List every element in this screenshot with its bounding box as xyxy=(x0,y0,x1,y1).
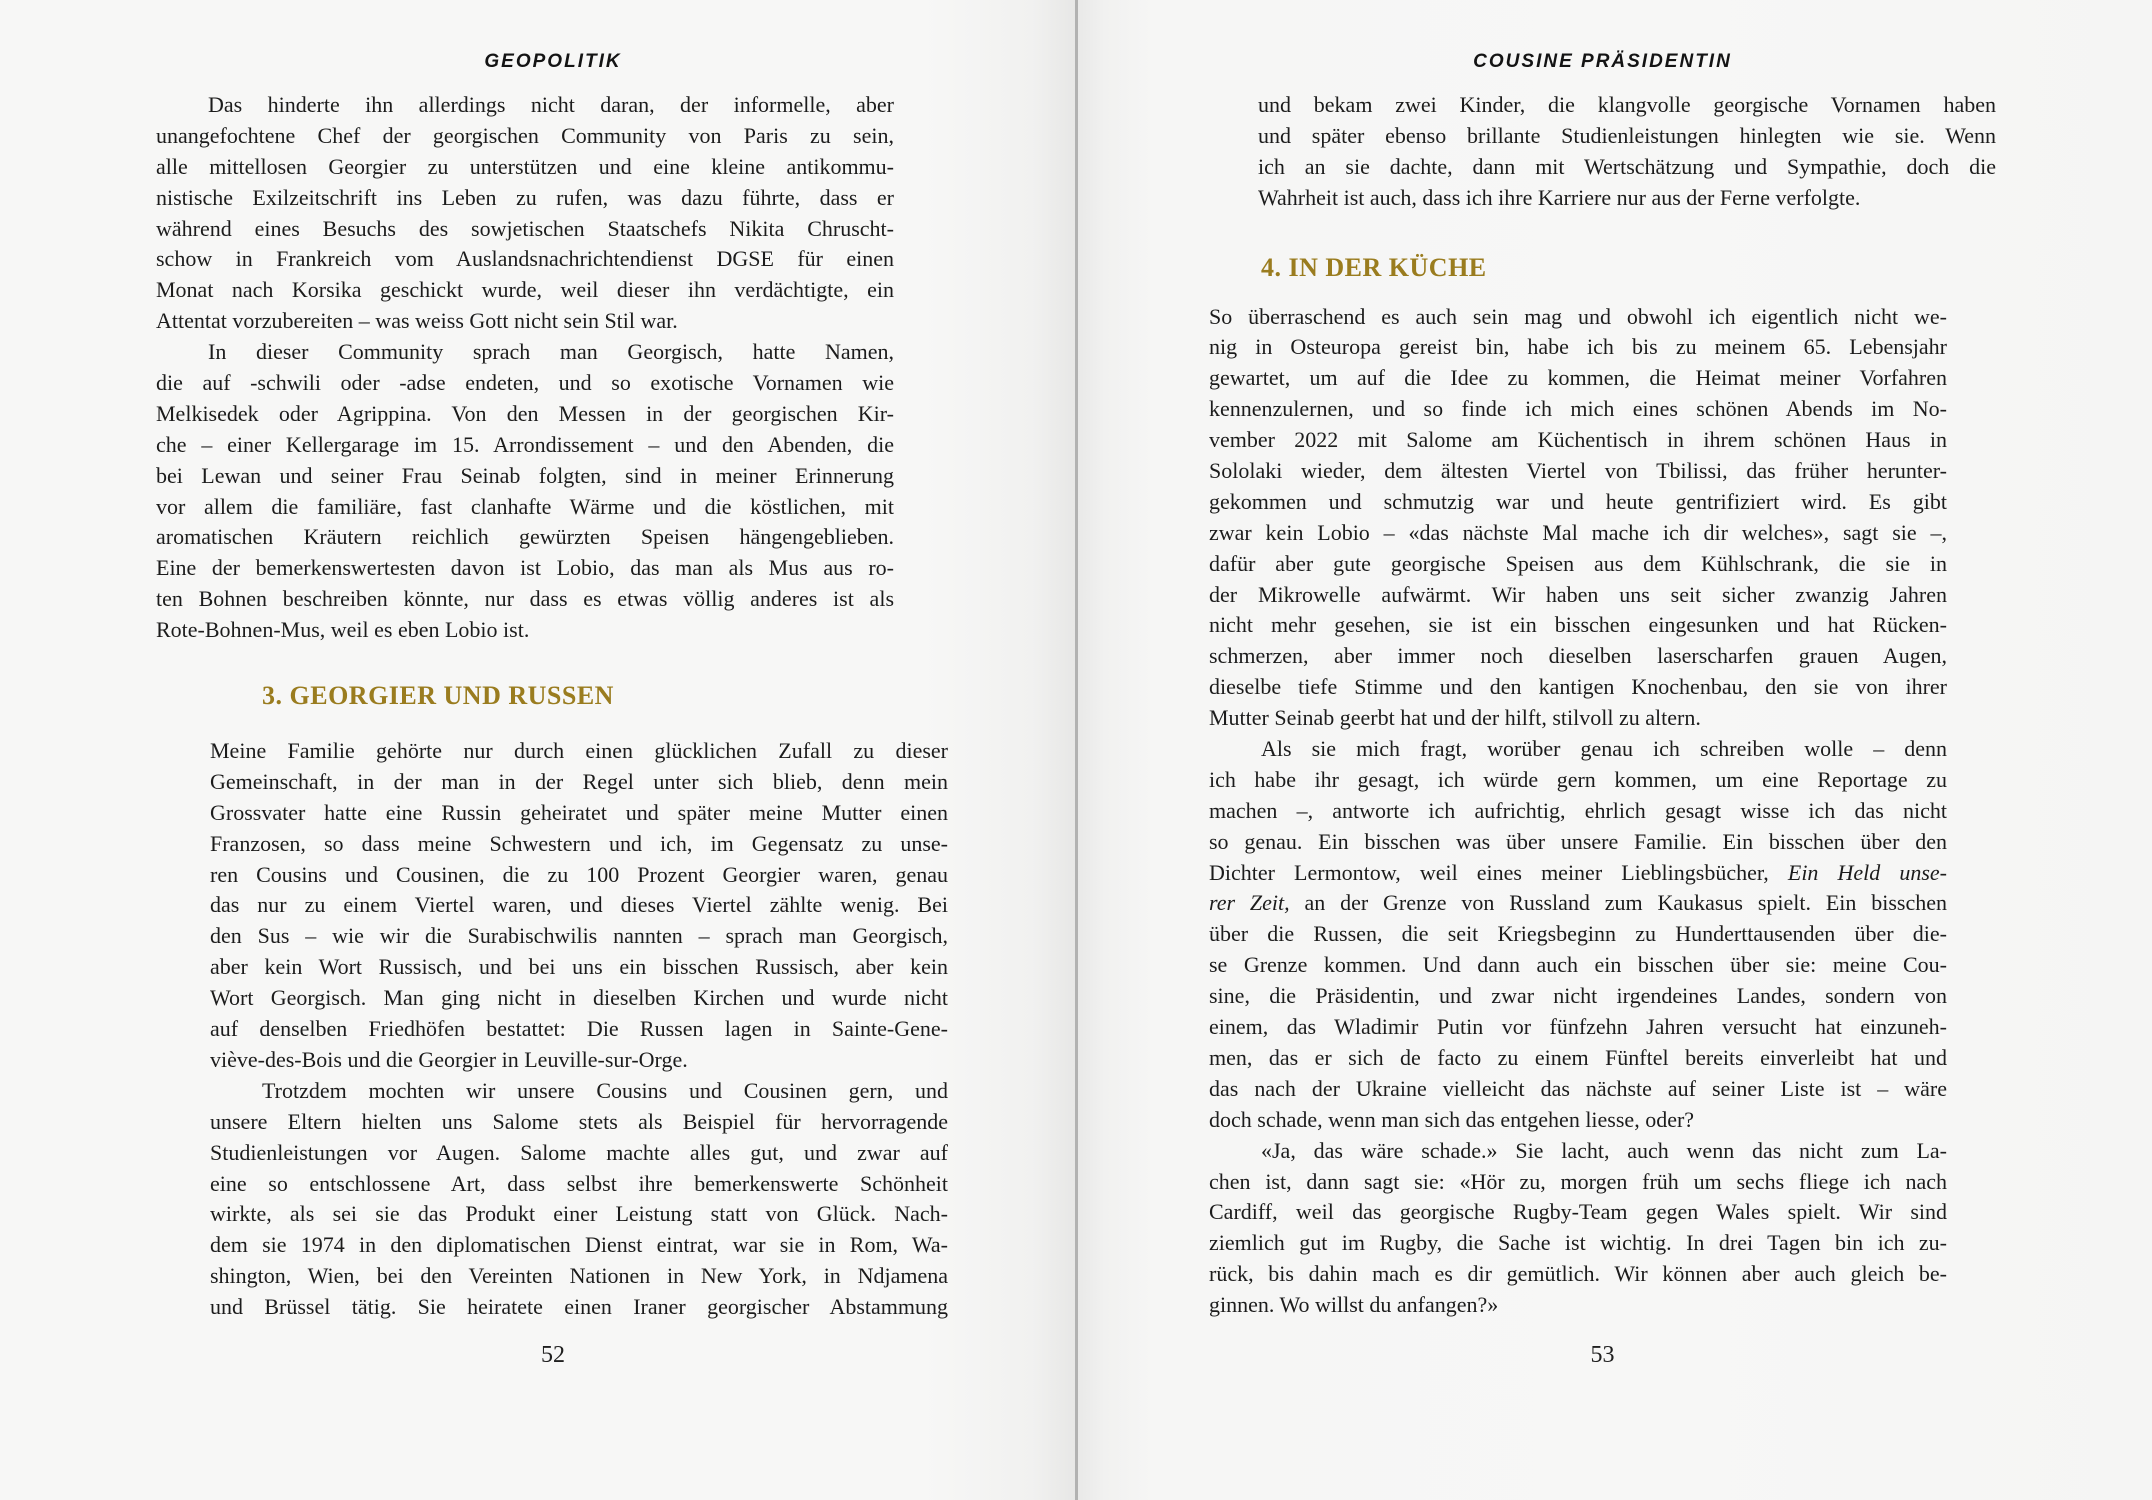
paragraph xyxy=(156,337,894,646)
text-line: der Mikrowelle aufwärmt. Wir haben uns seit sicher zwanzig Jahren xyxy=(1209,581,1947,607)
page-number-left: 52 xyxy=(541,1342,565,1368)
text-line: dem sie 1974 in den diplomatischen Dienst eintrat, war sie in Rom, Wa- xyxy=(210,1232,948,1258)
section2-continuation-block xyxy=(156,90,894,646)
running-head-right: COUSINE PRÄSIDENTIN xyxy=(1473,51,1732,72)
text-line: ich habe ihr gesagt, ich würde gern kommen, um eine Reportage zu xyxy=(1209,766,1947,792)
text-line: Dichter Lermontow, weil eines meiner Lieblingsbücher, Ein Held unse- xyxy=(1209,859,1947,885)
paragraph xyxy=(1209,1136,1947,1321)
text-line: und bekam zwei Kinder, die klangvolle georgische Vornamen haben xyxy=(1258,92,1996,117)
text-line: unsere Eltern hielten uns Salome stets als Beispiel für hervorragende xyxy=(210,1108,948,1134)
section-heading-3: 3. GEORGIER UND RUSSEN xyxy=(262,681,614,711)
text-line: Franzosen, so dass meine Schwestern und ich, im Gegensatz zu unse- xyxy=(210,830,948,856)
text-line: machen –, antworte ich aufrichtig, ehrlich gesagt wisse ich das nicht xyxy=(1209,797,1947,823)
text-line: Wort Georgisch. Man ging nicht in dieselben Kirchen und wurde nicht xyxy=(210,985,948,1011)
text-line: ginnen. Wo willst du anfangen?» xyxy=(1209,1292,1499,1318)
text-line: aromatischen Kräutern reichlich gewürzten Speisen hängengeblieben. xyxy=(156,524,894,550)
text-line: dieselbe tiefe Stimme und den kantigen Knochenbau, den sie von ihrer xyxy=(1209,674,1947,700)
text-line: rück, bis dahin mach es dir gemütlich. Wir können aber auch gleich be- xyxy=(1209,1261,1947,1287)
text-line: Trotzdem mochten wir unsere Cousins und Cousinen gern, und xyxy=(262,1077,948,1103)
text-line: schow in Frankreich vom Auslandsnachrichtendienst DGSE für einen xyxy=(156,246,894,272)
text-line: über die Russen, die seit Kriegsbeginn zu Hunderttausenden über die- xyxy=(1209,921,1947,947)
text-line: Grossvater hatte eine Russin geheiratet und später meine Mutter einen xyxy=(210,799,948,825)
section3-paragraphs xyxy=(210,736,948,1323)
text-line: Als sie mich fragt, worüber genau ich schreiben wolle – denn xyxy=(1261,736,1947,762)
text-column-right xyxy=(1209,90,1996,1321)
text-line: eine so entschlossene Art, dass selbst ihre bemerkenswerte Schönheit xyxy=(210,1170,948,1196)
text-line: nistische Exilzeitschrift ins Leben zu rufen, was dazu führte, dass er xyxy=(156,184,894,210)
text-line: gewartet, um auf die Idee zu kommen, die Heimat meiner Vorfahren xyxy=(1209,365,1947,391)
section4-block xyxy=(1209,252,1947,1321)
paragraph xyxy=(1209,734,1947,1136)
text-line: In dieser Community sprach man Georgisch, hatte Namen, xyxy=(208,339,894,365)
paragraph xyxy=(210,1076,948,1323)
text-line: den Sus – wie wir die Surabischwilis nannten – sprach man Georgisch, xyxy=(210,923,948,949)
text-line: kennenzulernen, und so finde ich mich eines schönen Abends im No- xyxy=(1209,396,1947,422)
text-line: So überraschend es auch sein mag und obwohl ich eigentlich nicht we- xyxy=(1209,303,1947,329)
text-line: vember 2022 mit Salome am Küchentisch in ihrem schönen Haus in xyxy=(1209,427,1947,453)
text-line: nig in Osteuropa gereist bin, habe ich bis zu meinem 65. Lebensjahr xyxy=(1209,334,1947,360)
text-line: und Brüssel tätig. Sie heiratete einen Iraner georgischer Abstammung xyxy=(210,1294,948,1320)
text-line: während eines Besuchs des sowjetischen Staatschefs Nikita Chruscht- xyxy=(156,215,894,241)
text-line: «Ja, das wäre schade.» Sie lacht, auch wenn das nicht zum La- xyxy=(1261,1137,1947,1163)
section3-continuation-block xyxy=(1258,90,1996,214)
text-line: unangefochtene Chef der georgischen Community von Paris zu sein, xyxy=(156,122,894,148)
text-line: ich an sie dachte, dann mit Wertschätzung und Sympathie, doch die xyxy=(1258,153,1996,179)
text-line: die auf -schwili oder -adse endeten, und so exotische Vornamen wie xyxy=(156,370,894,396)
text-line: chen ist, dann sagt sie: «Hör zu, morgen früh um sechs fliege ich nach xyxy=(1209,1168,1947,1194)
text-line: so genau. Ein bisschen was über unsere Familie. Ein bisschen über den xyxy=(1209,828,1947,854)
text-line: doch schade, wenn man sich das entgehen liesse, oder? xyxy=(1209,1106,1695,1132)
text-line: dafür aber gute georgische Speisen aus dem Kühlschrank, die sie in xyxy=(1209,550,1947,576)
text-line: Sololaki wieder, dem ältesten Viertel von Tbilissi, das früher herunter- xyxy=(1209,458,1947,484)
text-line: Gemeinschaft, in der man in der Regel unter sich blieb, denn mein xyxy=(210,768,948,794)
text-line: Cardiff, weil das georgische Rugby-Team gegen Wales spielt. Wir sind xyxy=(1209,1199,1947,1225)
running-head-left: GEOPOLITIK xyxy=(484,51,622,72)
text-line: einem, das Wladimir Putin vor fünfzehn Jahren versucht hat einzuneh- xyxy=(1209,1014,1947,1040)
text-line: schmerzen, aber immer noch dieselben laserscharfen grauen Augen, xyxy=(1209,643,1947,669)
text-line: Das hinderte ihn allerdings nicht daran, der informelle, aber xyxy=(208,92,894,117)
text-line: nicht mehr gesehen, sie ist ein bisschen eingesunken und hat Rücken- xyxy=(1209,612,1947,638)
text-line: se Grenze kommen. Und dann auch ein bisschen über sie: meine Cou- xyxy=(1209,952,1947,978)
page-number-right: 53 xyxy=(1590,1342,1615,1368)
text-line: ziemlich gut im Rugby, die Sache ist wichtig. In drei Tagen bin ich zu- xyxy=(1209,1230,1947,1256)
text-line: vor allem die familiäre, fast clanhafte Wärme und die köstlichen, mit xyxy=(156,493,894,519)
paragraph xyxy=(1209,302,1947,734)
text-line: auf denselben Friedhöfen bestattet: Die Russen lagen in Sainte-Gene- xyxy=(210,1016,948,1042)
text-line: Wahrheit ist auch, dass ich ihre Karriere nur aus der Ferne verfolgte. xyxy=(1258,184,1861,210)
section-heading-4: 4. IN DER KÜCHE xyxy=(1261,252,1487,282)
section4-paragraphs xyxy=(1209,302,1947,1321)
text-line: Attentat vorzubereiten – was weiss Gott nicht sein Stil war. xyxy=(156,308,678,334)
text-line: shington, Wien, bei den Vereinten Nationen in New York, in Ndjamena xyxy=(210,1263,948,1289)
text-line: Studienleistungen vor Augen. Salome machte alles gut, und zwar auf xyxy=(210,1139,948,1165)
text-line: Melkisedek oder Agrippina. Von den Messen in der georgischen Kir- xyxy=(156,400,894,426)
text-line: sine, die Präsidentin, und zwar nicht irgendeines Landes, sondern von xyxy=(1209,983,1947,1009)
text-line: men, das er sich de facto zu einem Fünftel bereits einverleibt hat und xyxy=(1209,1044,1947,1070)
text-column-left xyxy=(156,90,948,1323)
text-line: viève-des-Bois und die Georgier in Leuville-sur-Orge. xyxy=(210,1046,688,1072)
text-line: wirkte, als sei sie das Produkt einer Leistung statt von Glück. Nach- xyxy=(210,1201,948,1227)
text-line: gekommen und schmutzig war und heute gentrifiziert wird. Es gibt xyxy=(1209,488,1947,514)
text-line: das nur zu einem Viertel waren, und dieses Viertel zählte wenig. Bei xyxy=(210,892,948,918)
text-line: Eine der bemerkenswertesten davon ist Lobio, das man als Mus aus ro- xyxy=(156,555,894,581)
text-line: alle mittellosen Georgier zu unterstützen und eine kleine antikommu- xyxy=(156,153,894,179)
text-line: das nach der Ukraine vielleicht das nächste auf seiner Liste ist – wäre xyxy=(1209,1075,1947,1101)
text-line: ren Cousins und Cousinen, die zu 100 Prozent Georgier waren, genau xyxy=(210,861,948,887)
paragraph xyxy=(156,90,894,337)
paragraph xyxy=(210,736,948,1076)
text-line: Monat nach Korsika geschickt wurde, weil dieser ihn verdächtigte, ein xyxy=(156,277,894,303)
page-left xyxy=(0,0,1075,1500)
section3-block xyxy=(210,680,948,1323)
text-line: aber kein Wort Russisch, und bei uns ein bisschen Russisch, aber kein xyxy=(210,954,948,980)
text-line: che – einer Kellergarage im 15. Arrondissement – und den Abenden, die xyxy=(156,431,894,457)
text-line: bei Lewan und seiner Frau Seinab folgten, sind in meiner Erinnerung xyxy=(156,462,894,488)
paragraph xyxy=(1258,90,1996,214)
page-right xyxy=(1078,0,2152,1500)
text-line: zwar kein Lobio – «das nächste Mal mache ich dir welches», sagt sie –, xyxy=(1209,519,1947,545)
text-line: Rote-Bohnen-Mus, weil es eben Lobio ist. xyxy=(156,617,530,643)
text-line: ten Bohnen beschreiben könnte, nur dass es etwas völlig anderes ist als xyxy=(156,586,894,612)
text-line: rer Zeit, an der Grenze von Russland zum Kaukasus spielt. Ein bisschen xyxy=(1209,890,1947,916)
text-line: Meine Familie gehörte nur durch einen glücklichen Zufall zu dieser xyxy=(210,738,948,764)
text-line: Mutter Seinab geerbt hat und der hilft, stilvoll zu altern. xyxy=(1209,705,1701,731)
text-line: und später ebenso brillante Studienleistungen hinlegten wie sie. Wenn xyxy=(1258,122,1996,148)
